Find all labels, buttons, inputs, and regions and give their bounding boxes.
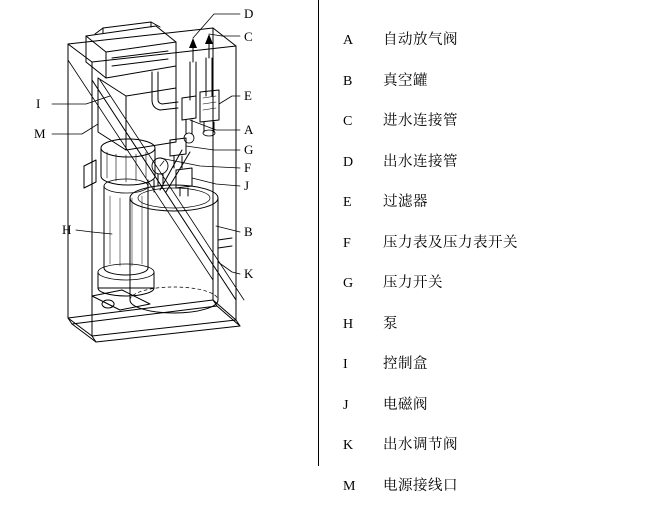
legend-item-C <box>340 109 640 150</box>
callout-M: M <box>34 126 46 142</box>
legend-key-F: F <box>340 236 383 252</box>
callout-E: E <box>244 88 252 104</box>
legend-key-H: H <box>340 317 383 333</box>
legend-item-B <box>340 69 640 110</box>
legend-item-M <box>340 474 640 514</box>
callout-K: K <box>244 266 253 282</box>
legend-key-I: I <box>340 357 383 373</box>
legend-label-E: 过滤器 <box>383 190 428 211</box>
callout-G: G <box>244 142 253 158</box>
legend-key-J: J <box>340 398 383 414</box>
legend-item-A <box>340 28 640 69</box>
legend-key-K: K <box>340 438 383 454</box>
legend-item-K <box>340 433 640 474</box>
legend-item-G <box>340 271 640 312</box>
legend-key-M: M <box>340 479 383 495</box>
legend-item-D <box>340 150 640 191</box>
legend-label-M: 电源接线口 <box>383 474 458 495</box>
callout-I: I <box>36 96 40 112</box>
legend-item-H <box>340 312 640 353</box>
callout-C: C <box>244 29 253 45</box>
legend-label-B: 真空罐 <box>383 69 428 90</box>
callout-B: B <box>244 224 253 240</box>
legend-label-D: 出水连接管 <box>383 150 458 171</box>
callout-A: A <box>244 122 253 138</box>
legend-label-G: 压力开关 <box>383 271 443 292</box>
callout-J: J <box>244 178 249 194</box>
callout-H: H <box>62 222 71 238</box>
legend-panel <box>318 0 650 466</box>
legend-key-B: B <box>340 74 383 90</box>
legend-item-F <box>340 231 640 272</box>
legend-label-H: 泵 <box>383 312 398 333</box>
legend-label-I: 控制盒 <box>383 352 428 373</box>
legend-label-C: 进水连接管 <box>383 109 458 130</box>
legend-item-J <box>340 393 640 434</box>
legend-key-E: E <box>340 195 383 211</box>
legend-key-A: A <box>340 33 383 49</box>
callout-F: F <box>244 160 251 176</box>
legend-label-K: 出水调节阀 <box>383 433 458 454</box>
callout-D: D <box>244 6 253 22</box>
legend-label-F: 压力表及压力表开关 <box>383 231 518 252</box>
equipment-line-drawing <box>0 0 318 466</box>
legend-label-J: 电磁阀 <box>383 393 428 414</box>
legend-item-E <box>340 190 640 231</box>
legend-key-D: D <box>340 155 383 171</box>
legend-label-A: 自动放气阀 <box>383 28 458 49</box>
legend-key-C: C <box>340 114 383 130</box>
equipment-svg <box>0 0 318 466</box>
legend-item-I <box>340 352 640 393</box>
legend-key-G: G <box>340 276 383 292</box>
legend-list <box>340 28 640 514</box>
